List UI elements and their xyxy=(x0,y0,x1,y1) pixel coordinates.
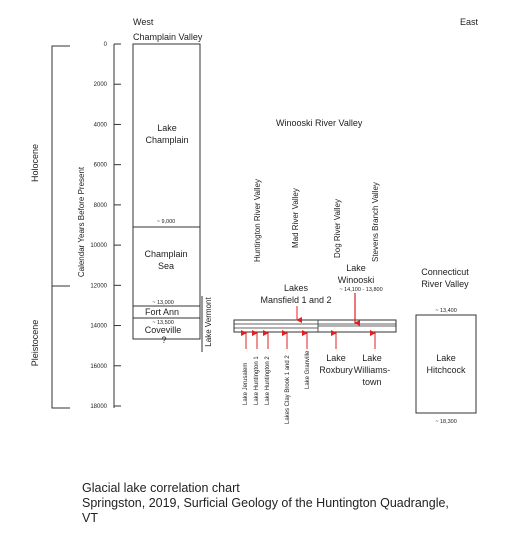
connecticut-date-top: ~ 13,400 xyxy=(435,308,457,314)
winooski-line2: Winooski xyxy=(337,275,375,285)
axis-ticks xyxy=(90,42,121,410)
axis-tick-label: 18000 xyxy=(90,404,107,410)
axis-title: Calendar Years Before Present xyxy=(77,166,86,278)
pleistocene-label: Pleistocene xyxy=(30,319,40,367)
west-label: West xyxy=(133,17,154,27)
axis-tick-label: 0 xyxy=(103,42,107,48)
question-mark: ? xyxy=(161,335,167,345)
valley-huntington: Huntington River Valley xyxy=(253,178,262,262)
mansfield-line2: Mansfield 1 and 2 xyxy=(260,295,332,305)
connecticut-title-line1: Connecticut xyxy=(421,267,469,277)
lake-champlain-line2: Champlain xyxy=(145,135,189,145)
roxbury-line1: Lake xyxy=(326,353,346,363)
axis-tick-label: 4000 xyxy=(93,122,107,129)
lake-champlain-line1: Lake xyxy=(157,123,177,133)
east-label: East xyxy=(460,17,479,27)
connecticut-date-bottom: ~ 18,300 xyxy=(435,419,457,425)
williamstown-line2: Williams- xyxy=(353,365,391,375)
axis-tick-label: 8000 xyxy=(93,202,107,209)
axis-tick-label: 6000 xyxy=(93,162,107,169)
axis-tick-label: 14000 xyxy=(90,323,107,330)
fort-ann-label: Fort Ann xyxy=(144,307,180,317)
axis-tick-label: 2000 xyxy=(93,82,107,89)
epoch-bracket xyxy=(52,46,70,408)
date-13500: ~ 13,500 xyxy=(152,320,174,326)
valley-stevens-branch: Stevens Branch Valley xyxy=(371,182,380,262)
winooski-date: ~ 14,100 - 13,800 xyxy=(339,287,383,293)
lake-vermont-label: Lake Vermont xyxy=(204,297,213,347)
hitchcock-line1: Lake xyxy=(436,353,456,363)
champlain-sea-line1: Champlain xyxy=(144,249,188,259)
caption-line2: Springston, 2019, Surficial Geology of the Huntington Quadrangle, xyxy=(82,496,449,510)
lake-hitchcock-box xyxy=(416,315,476,413)
champlain-sea-line2: Sea xyxy=(157,261,175,271)
hitchcock-line2: Hitchcock xyxy=(426,365,466,375)
axis-tick-label: 16000 xyxy=(90,363,107,370)
valley-mad-river: Mad River Valley xyxy=(291,188,300,248)
caption-line3: VT xyxy=(82,511,98,525)
lake-granville-label: Lake Granville xyxy=(305,350,311,389)
date-13000: ~ 13,000 xyxy=(152,300,174,306)
connecticut-title-line2: River Valley xyxy=(421,279,469,289)
lake-huntington-2-label: Lake Huntington 2 xyxy=(265,356,271,405)
axis-tick-label: 12000 xyxy=(90,283,107,290)
holocene-label: Holocene xyxy=(30,143,40,183)
champlain-valley-label: Champlain Valley xyxy=(133,32,203,42)
lake-huntington-1-label: Lake Huntington 1 xyxy=(254,356,260,405)
date-9000: ~ 9,000 xyxy=(156,219,176,225)
roxbury-line2: Roxbury xyxy=(319,365,353,375)
lake-jerusalem-label: Lake Jerusalem xyxy=(243,362,249,405)
champlain-column xyxy=(133,44,200,339)
williamstown-line3: town xyxy=(362,377,382,387)
winooski-line1: Lake xyxy=(346,263,366,273)
williamstown-line1: Lake xyxy=(362,353,382,363)
winooski-valley-label: Winooski River Valley xyxy=(276,118,363,128)
lakes-clay-brook-label: Lakes Clay Brook 1 and 2 xyxy=(285,355,291,424)
axis-tick-label: 10000 xyxy=(90,243,107,250)
valley-dog-river: Dog River Valley xyxy=(333,199,342,258)
coveville-label: Coveville xyxy=(144,325,182,335)
mansfield-line1: Lakes xyxy=(283,283,309,293)
caption-line1: Glacial lake correlation chart xyxy=(82,481,240,495)
